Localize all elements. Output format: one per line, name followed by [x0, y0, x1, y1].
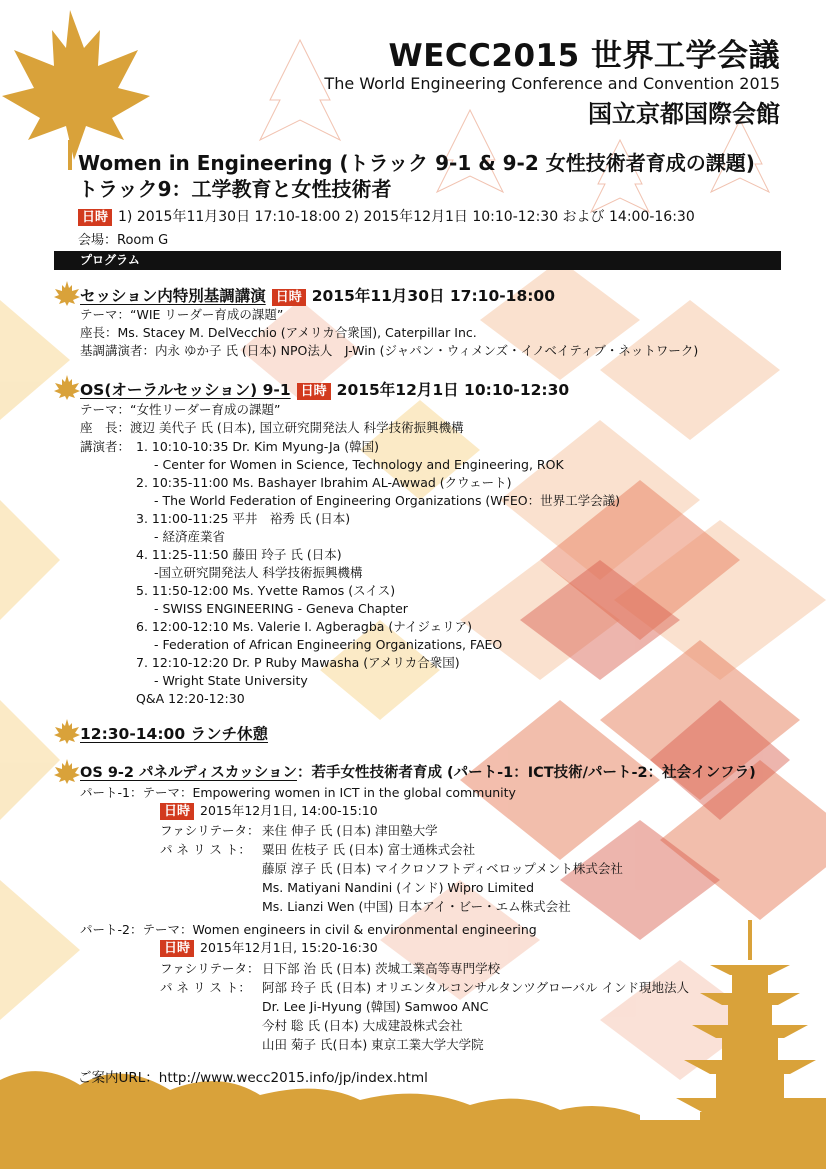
track-subtitle: トラック9：工学教育と女性技術者 [78, 177, 392, 201]
maple-leaf-icon [54, 374, 80, 400]
maple-leaf-icon [54, 280, 80, 306]
track-title: Women in Engineering (トラック 9-1 & 9-2 女性技術者育成の課題) [78, 151, 755, 175]
conference-title: WECC2015 世界工学会議 [388, 38, 780, 74]
session2-title: OS(オーラルセッション) 9-1 [80, 381, 291, 399]
speaker-7: 7. 12:10-12:20 Dr. P Ruby Mawasha (アメリカ合衆国) [136, 655, 460, 670]
speaker-6: 6. 12:00-12:10 Ms. Valerie I. Agberagba (ナイジェリア) [136, 619, 473, 634]
part2-facilitator-label: ファシリテータ： [160, 961, 260, 976]
datetime-text: 1) 2015年11月30日 17:10-18:00 2) 2015年12月1日 10:10-12:30 および 14:00-16:30 [118, 209, 695, 225]
session1-title: セッション内特別基調講演 [80, 287, 266, 305]
speaker-3-org: - 経済産業省 [154, 529, 225, 544]
part2-panelist-1: 阿部 玲子 氏 (日本) オリエンタルコンサルタンツグローバル インド現地法人 [262, 980, 689, 995]
event-datetime [78, 206, 695, 226]
speaker-1: 1. 10:10-10:35 Dr. Kim Myung-Ja (韓国) [136, 439, 380, 454]
speaker-5-org: - SWISS ENGINEERING - Geneva Chapter [154, 601, 408, 616]
speaker-7-org: - Wright State University [154, 673, 308, 688]
datetime-badge: 日時 [78, 209, 112, 226]
part2-date: 2015年12月1日, 15:20-16:30 [200, 940, 378, 955]
session1-badge: 日時 [272, 289, 306, 306]
session2-header [80, 378, 569, 400]
lunch-title: 12:30-14:00 ランチ休憩 [80, 725, 269, 743]
part2-panelist-2: Dr. Lee Ji-Hyung (韓国) Samwoo ANC [262, 999, 489, 1014]
conference-subtitle: The World Engineering Conference and Convention 2015 [324, 74, 780, 93]
part1-panelist-4: Ms. Lianzi Wen (中国) 日本アイ・ビー・エム株式会社 [262, 899, 571, 914]
part1-panelist-2: 藤原 淳子 氏 (日本) マイクロソフトディベロップメント株式会社 [262, 861, 623, 876]
part1-facilitator-label: ファシリテータ： [160, 823, 260, 838]
session1-theme: テーマ：“WIE リーダー育成の課題” [80, 307, 284, 322]
session1-date: 2015年11月30日 17:10-18:00 [311, 287, 556, 305]
speaker-label: 講演者： [80, 439, 131, 454]
session2-theme: テーマ：“女性リーダー育成の課題” [80, 402, 281, 417]
session3-header [80, 761, 756, 782]
speaker-2: 2. 10:35-11:00 Ms. Bashayer Ibrahim AL-Awwad (クウェート) [136, 475, 512, 490]
part2-panelist-4: 山田 菊子 氏(日本) 東京工業大学大学院 [262, 1037, 484, 1052]
session1-keynote: 基調講演者：内永 ゆか子 氏 (日本) NPO法人 J-Win (ジャパン・ウィメンズ・イノベイティブ・ネットワーク) [80, 343, 699, 358]
session3-title: OS 9-2 パネルディスカッション [80, 765, 297, 781]
maple-leaf-icon [54, 718, 80, 744]
part1-panelist-3: Ms. Matiyani Nandini (インド) Wipro Limited [262, 880, 535, 895]
speaker-4: 4. 11:25-11:50 藤田 玲子 氏 (日本) [136, 547, 342, 562]
part2-panelist-label: パ ネ リ ス ト： [160, 980, 251, 995]
qa-time: Q&A 12:20-12:30 [136, 691, 245, 706]
maple-leaf-icon [54, 758, 80, 784]
session2-chair: 座 長：渡辺 美代子 氏 (日本), 国立研究開発法人 科学技術振興機構 [80, 420, 464, 435]
part2-panelist-3: 今村 聡 氏 (日本) 大成建設株式会社 [262, 1018, 463, 1033]
info-url[interactable]: ご案内URL：http://www.wecc2015.info/jp/index.html [78, 1070, 428, 1086]
part2-badge: 日時 [160, 940, 194, 957]
session2-badge: 日時 [297, 383, 331, 400]
part2-date-line [160, 939, 378, 957]
part2-theme: パート-2：テーマ：Women engineers in civil & environmental engineering [80, 922, 537, 937]
speaker-5: 5. 11:50-12:00 Ms. Yvette Ramos (スイス) [136, 583, 396, 598]
lunch-break [80, 722, 268, 744]
speaker-2-org: - The World Federation of Engineering Organizations (WFEO：世界工学会議) [154, 493, 620, 508]
part1-date: 2015年12月1日, 14:00-15:10 [200, 803, 378, 818]
part1-facilitator: 来住 伸子 氏 (日本) 津田塾大学 [262, 823, 438, 838]
part1-date-line [160, 802, 378, 820]
program-bar: プログラム [54, 251, 781, 270]
speaker-4-org: -国立研究開発法人 科学技術振興機構 [154, 565, 363, 580]
conference-venue: 国立京都国際会館 [588, 100, 780, 128]
part1-panelist-1: 粟田 佐枝子 氏 (日本) 富士通株式会社 [262, 842, 476, 857]
part2-facilitator: 日下部 治 氏 (日本) 茨城工業高等専門学校 [262, 961, 501, 976]
part1-panelist-label: パ ネ リ ス ト： [160, 842, 251, 857]
speaker-1-org: - Center for Women in Science, Technology and Engineering, ROK [154, 457, 564, 472]
speaker-3: 3. 11:00-11:25 平井 裕秀 氏 (日本) [136, 511, 351, 526]
session2-date: 2015年12月1日 10:10-12:30 [336, 381, 570, 399]
venue-line: 会場：Room G [78, 233, 169, 248]
part1-badge: 日時 [160, 803, 194, 820]
part1-theme: パート-1：テーマ：Empowering women in ICT in the global community [80, 785, 516, 800]
speaker-6-org: - Federation of African Engineering Organizations, FAEO [154, 637, 503, 652]
session3-title-rest: ：若手女性技術者育成 (パート-1：ICT技術/パート-2：社会インフラ) [296, 765, 756, 781]
session1-header [80, 284, 555, 306]
session1-chair: 座長：Ms. Stacey M. DelVecchio (アメリカ合衆国), Caterpillar Inc. [80, 325, 477, 340]
